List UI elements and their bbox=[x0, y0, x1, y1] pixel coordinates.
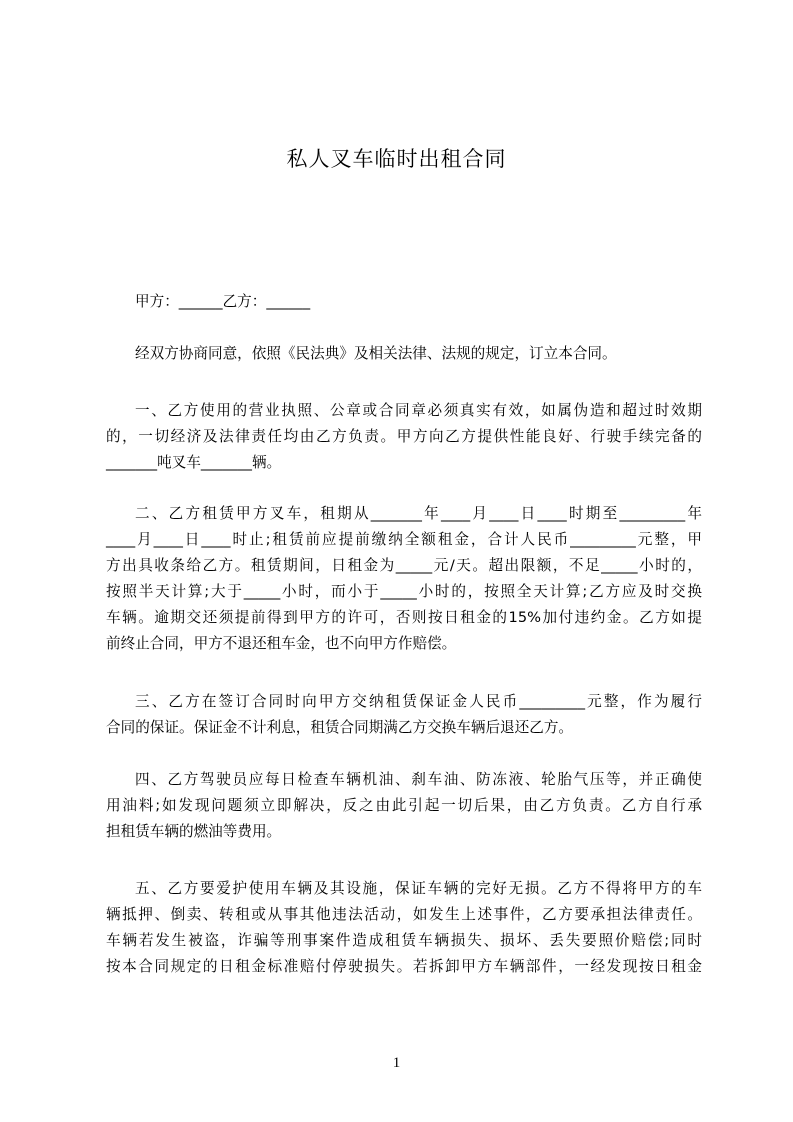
clause-5 bbox=[106, 876, 702, 980]
document-title: 私人叉车临时出租合同 bbox=[286, 147, 507, 171]
clause-line: 方出具收条给乙方。租赁期间，日租金为_____元/天。超出限额，不足_____小时的， bbox=[106, 557, 702, 574]
clause-line: 车辆若发生被盗，诈骗等刑事案件造成租赁车辆损失、损坏、丢失要照价赔偿;同时 bbox=[106, 932, 702, 949]
intro-paragraph: 经双方协商同意，依照《民法典》及相关法律、法规的规定，订立本合同。 bbox=[135, 345, 617, 362]
clause-line: 按照半天计算;大于_____小时，而小于_____小时的，按照全天计算;乙方应及时交换 bbox=[106, 583, 702, 600]
clause-line: 五、乙方要爱护使用车辆及其设施，保证车辆的完好无损。乙方不得将甲方的车 bbox=[135, 880, 702, 897]
clause-1 bbox=[106, 398, 702, 476]
clause-line: 辆抵押、倒卖、转租或从事其他违法活动，如发生上述事件，乙方要承担法律责任。 bbox=[106, 906, 702, 923]
clause-line: 三、乙方在签订合同时向甲方交纳租赁保证金人民币_________元整，作为履行 bbox=[135, 693, 702, 710]
clause-line: _______吨叉车_______辆。 bbox=[106, 454, 282, 471]
parties-line: 甲方：______乙方：______ bbox=[135, 293, 311, 310]
clause-line: 担租赁车辆的燃油等费用。 bbox=[106, 823, 282, 840]
clause-line: 二、乙方租赁甲方叉车，租期从_______年____月____日____时期至_________年 bbox=[135, 505, 702, 522]
clause-line: 合同的保证。保证金不计利息，租赁合同期满乙方交换车辆后退还乙方。 bbox=[106, 719, 574, 736]
clause-line: 用油料;如发现问题须立即解决，反之由此引起一切后果，由乙方负责。乙方自行承 bbox=[106, 797, 702, 814]
clause-2 bbox=[106, 501, 702, 657]
clause-line: 一、乙方使用的营业执照、公章或合同章必须真实有效，如属伪造和超过时效期 bbox=[135, 402, 702, 419]
clause-line: 前终止合同，甲方不退还租车金，也不向甲方作赔偿。 bbox=[106, 635, 457, 652]
clause-line: 的，一切经济及法律责任均由乙方负责。甲方向乙方提供性能良好、行驶手续完备的 bbox=[106, 428, 702, 445]
clause-line: ____月____日____时止;租赁前应提前缴纳全额租金，合计人民币_________元整，甲 bbox=[106, 531, 702, 548]
clause-4 bbox=[106, 767, 702, 845]
page-number: 1 bbox=[392, 1055, 401, 1071]
clause-line: 四、乙方驾驶员应每日检查车辆机油、刹车油、防冻液、轮胎气压等，并正确使 bbox=[135, 771, 702, 788]
clause-line: 车辆。逾期交还须提前得到甲方的许可，否则按日租金的15%加付违约金。乙方如提 bbox=[106, 609, 702, 626]
clause-3 bbox=[106, 689, 702, 741]
clause-line: 按本合同规定的日租金标准赔付停驶损失。若拆卸甲方车辆部件，一经发现按日租金 bbox=[106, 958, 702, 975]
